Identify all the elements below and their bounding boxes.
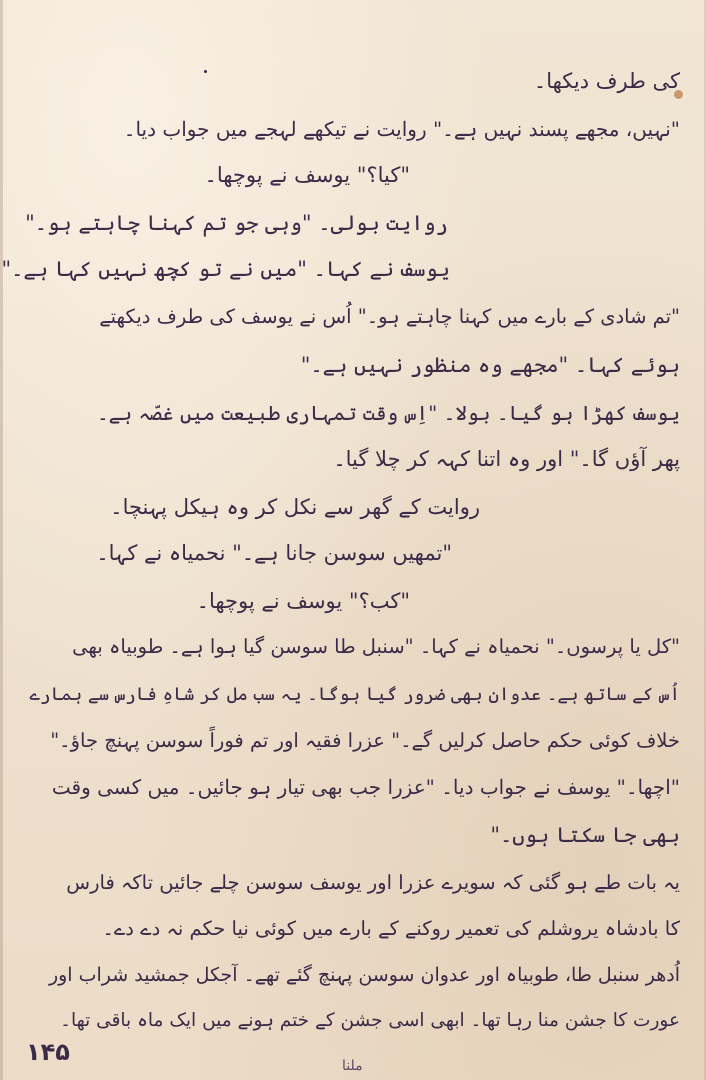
text-line-1: کی طرف دیکھا۔ [533,69,680,93]
text-line-14: اُس کے ساتھ ہے۔ عدوان بھی ضرور گیا ہوگا۔ یہ سب مل کر شاہِ فارس سے ہمارے [29,684,680,705]
text-line-21: عورت کا جشن منا رہا تھا۔ ابھی اسی جشن کے ختم ہونے میں ایک ماہ باقی تھا۔ [60,1010,680,1031]
text-line-4: روایت بولی۔ "وہی جو تم کہنا چاہتے ہو۔" [25,211,448,235]
text-line-18: یہ بات طے ہو گئی کہ سویرے عزرا اور یوسف سوسن چلے جائیں تاکہ فارس [66,871,680,894]
text-line-17: بھی جا سکتا ہوں۔" [490,823,680,847]
text-line-19: کا بادشاہ یروشلم کی تعمیر روکنے کے بارے میں کوئی نیا حکم نہ دے دے۔ [102,917,680,940]
text-line-16: "اچھا۔" یوسف نے جواب دیا۔ "عزرا جب بھی تیار ہو جائیں۔ میں کسی وقت [51,775,680,799]
text-line-11: "تمھیں سوسن جانا ہے۔" نحمیاہ نے کہا۔ [96,541,452,565]
text-line-8: یوسف کھڑا ہو گیا۔ بولا۔ "اِس وقت تمہاری طبیعت میں غصّہ ہے۔ [96,401,680,425]
text-line-15: خلاف کوئی حکم حاصل کرلیں گے۔" عزرا فقیہ اور تم فوراً سوسن پہنچ جاؤ۔" [50,729,680,752]
text-line-13: "کل یا پرسوں۔" نحمیاہ نے کہا۔ "سنبل طا سوسن گیا ہوا ہے۔ طوبیاہ بھی [72,635,680,658]
text-line-9: پھر آؤں گا۔" اور وہ اتنا کہہ کر چلا گیا۔ [333,447,680,471]
ink-dot [204,70,207,73]
text-line-20: اُدھر سنبل طا، طوبیاہ اور عدوان سوسن پہنچ گئے تھے۔ آجکل جمشید شراب اور [48,964,680,986]
footer-catchword: ملنا [342,1058,363,1074]
page-number: ۱۴۵ [26,1038,70,1066]
text-line-5: یوسف نے کہا۔ "میں نے تو کچھ نہیں کہا ہے۔" [1,257,450,281]
text-line-6: "تم شادی کے بارے میں کہنا چاہتے ہو۔" اُس نے یوسف کی طرف دیکھتے [99,305,680,328]
text-line-12: "کب؟" یوسف نے پوچھا۔ [196,589,410,613]
text-line-2: "نہیں، مجھے پسند نہیں ہے۔" روایت نے تیکھے لہجے میں جواب دیا۔ [123,117,680,141]
text-line-3: "کیا؟" یوسف نے پوچھا۔ [204,163,410,187]
text-line-7: ہوئے کہا۔ "مجھے وہ منظور نہیں ہے۔" [300,353,680,377]
text-line-10: روایت کے گھر سے نکل کر وہ ہیکل پہنچا۔ [110,495,480,519]
